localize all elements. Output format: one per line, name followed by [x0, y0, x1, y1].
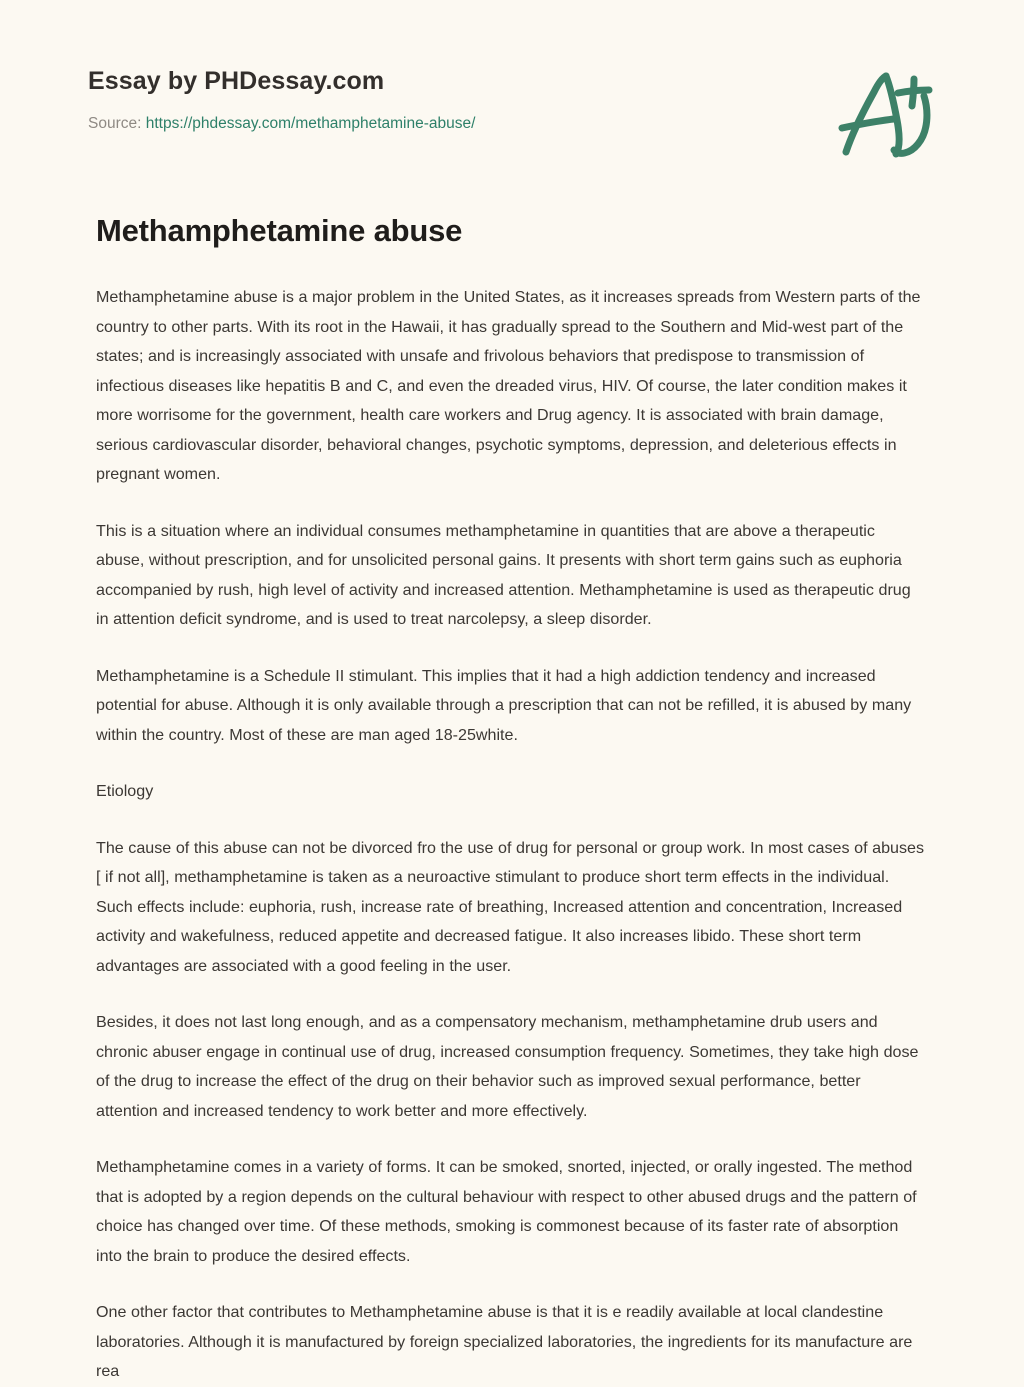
page-title: Methamphetamine abuse — [96, 213, 463, 248]
paragraph: One other factor that contributes to Methamphetamine abuse is that it is e readily available at local clandestine laboratories. Although it is manufactured by foreign specialized laboratories, the ingredients for its manufacture are rea — [96, 1303, 913, 1381]
paragraph: Besides, it does not last long enough, and as a compensatory mechanism, methamphetamine drub users and chronic abuser engage in continual use of drug, increased consumption frequency. Sometimes, they take high dose of the drug to increase the effect of the drug on their behavior such as improved sexual performance, better attention and increased tendency to work better and more effectively. — [96, 1013, 919, 1120]
section-heading-etiology: Etiology — [96, 782, 154, 801]
source-url-link[interactable]: https://phdessay.com/methamphetamine-abuse/ — [145, 114, 476, 132]
brand-title: Essay by PHDessay.com — [88, 67, 385, 95]
paragraph: Methamphetamine abuse is a major problem in the United States, as it increases spreads from Western parts of the country to other parts. With its root in the Hawaii, it has gradually spread to the Southern and Mid-west part of the states; and is increasingly associated with unsafe and frivolous behaviors that predispose to transmission of infectious diseases like hepatitis B and C, and even the dreaded virus, HIV. Of course, the later condition makes it more worrisome for the government, health care workers and Drug agency. It is associated with brain damage, serious cardiovascular disorder, behavioral changes, psychotic symptoms, depression, and deleterious effects in pregnant women. — [96, 288, 921, 484]
paragraph: Methamphetamine comes in a variety of forms. It can be smoked, snorted, injected, or orally ingested. The method that is adopted by a region depends on the cultural behaviour with respect to other abused drugs and the pattern of choice has changed over time. Of these methods, smoking is commonest because of its faster rate of absorption into the brain to produce the desired effects. — [96, 1158, 917, 1265]
source-label: Source: — [88, 114, 142, 132]
a-plus-logo-icon — [832, 66, 940, 162]
article-body — [0, 212, 1024, 1387]
paragraph: The cause of this abuse can not be divorced fro the use of drug for personal or group work. In most cases of abuses [ if not all], methamphetamine is taken as a neuroactive stimulant to produce short term effects in the individual. Such effects include: euphoria, rush, increase rate of breathing, Increased attention and concentration, Increased activity and wakefulness, reduced appetite and decreased fatigue. It also increases libido. These short term advantages are associated with a good feeling in the user. — [96, 838, 925, 975]
paragraph: This is a situation where an individual consumes methamphetamine in quantities that are above a therapeutic abuse, without prescription, and for unsolicited personal gains. It presents with short term gains such as euphoria accompanied by rush, high level of activity and increased attention. Methamphetamine is used as therapeutic drug in attention deficit syndrome, and is used to treat narcolepsy, a sleep disorder. — [96, 521, 911, 629]
page-header — [0, 0, 1024, 140]
source-line — [88, 115, 936, 134]
paragraph: Methamphetamine is a Schedule II stimulant. This implies that it had a high addiction tendency and increased potential for abuse. Although it is only available through a prescription that can not be refilled, it is abused by many within the country. Most of these are man aged 18-25white. — [96, 666, 912, 744]
essay-paragraphs — [96, 283, 926, 1387]
